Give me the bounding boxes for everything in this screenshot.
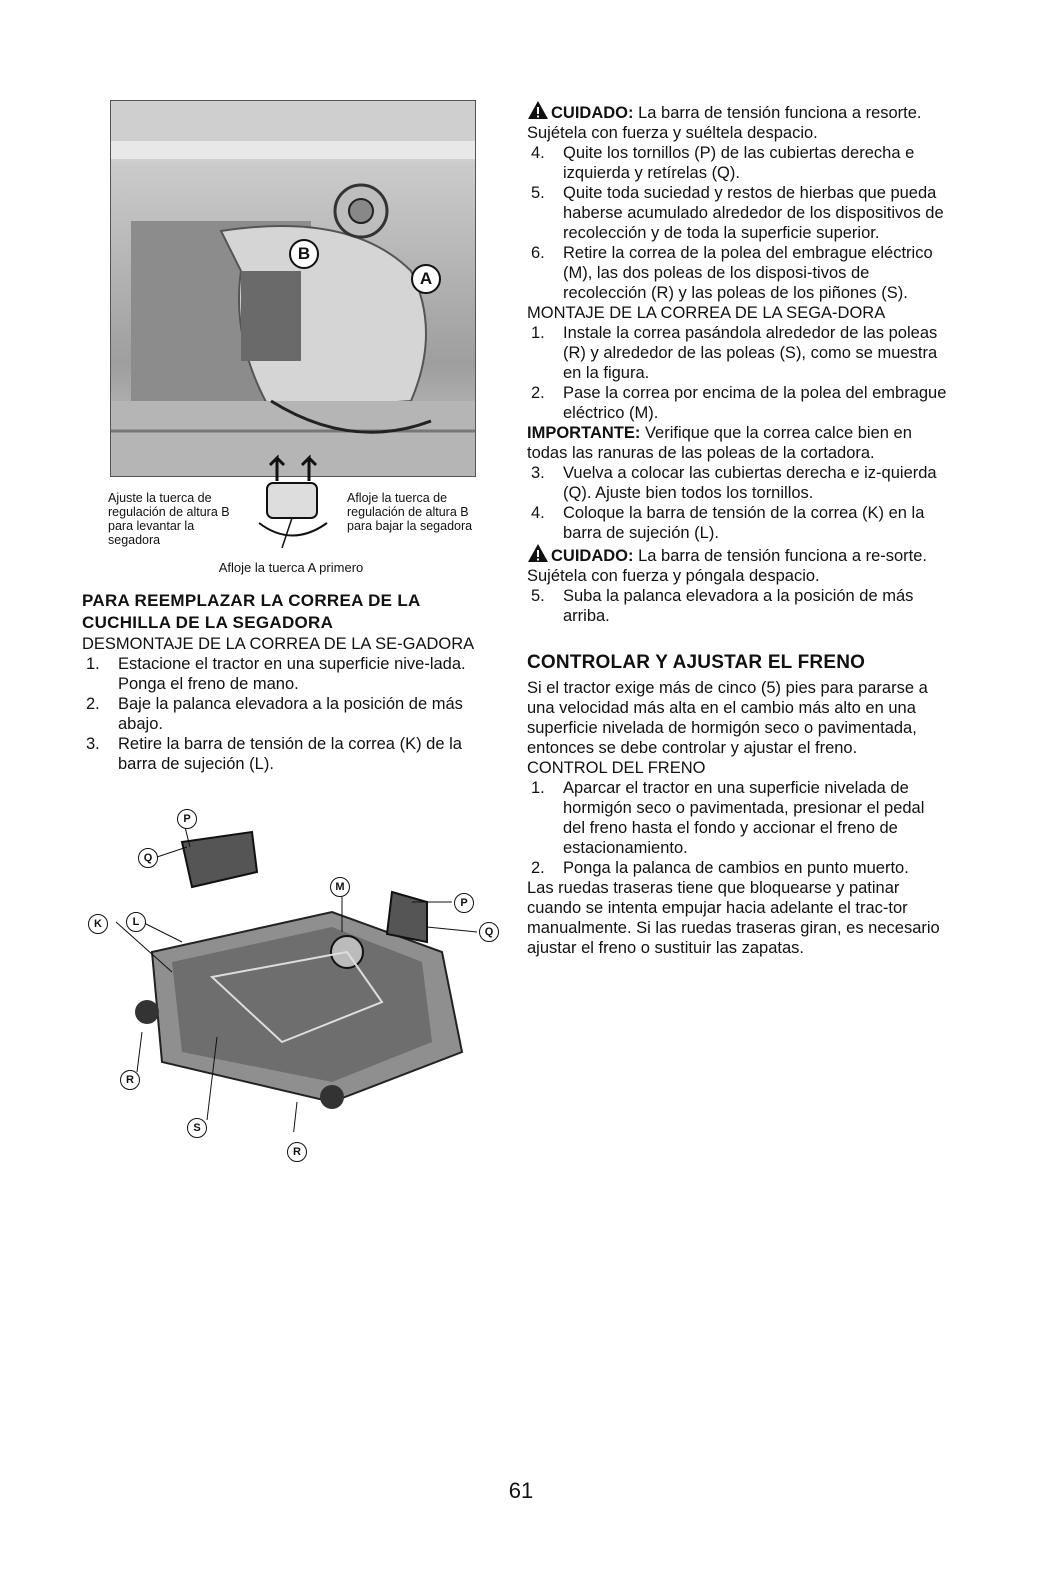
list-item: 3. Vuelva a colocar las cubiertas derecha e iz-quierda (Q). Ajuste bien todos los tornillos. <box>531 464 937 502</box>
section-heading-replace-belt: PARA REEMPLAZAR LA CORREA DE LA CUCHILLA DE LA SEGADORA <box>82 591 420 632</box>
warning-icon <box>527 543 549 563</box>
label-q-right: Q <box>479 922 499 942</box>
list-item: 2. Baje la palanca elevadora a la posición de más abajo. <box>86 695 463 733</box>
removal-steps-continued <box>527 143 947 303</box>
list-item: 4. Coloque la barra de tensión de la correa (K) en la barra de sujeción (L). <box>531 504 925 542</box>
nut-arrows-icon <box>237 453 347 548</box>
list-item: 6. Retire la correa de la polea del embrague eléctrico (M), las dos poleas de los disposi-tivos de recolección (R) y las poleas de los piñones (S). <box>531 244 933 302</box>
mower-deck-diagram <box>82 802 500 1158</box>
installation-steps <box>527 323 947 423</box>
list-item: 1. Aparcar el tractor en una superficie nivelada de hormigón seco o pavimentada, presionar el pedal del freno hasta el fondo y accionar el freno de estacionamiento. <box>531 779 925 857</box>
page-number: 61 <box>508 1478 534 1503</box>
label-p: P <box>177 809 197 829</box>
subheading-brake-control: CONTROL DEL FRENO <box>527 759 706 777</box>
brake-intro: Si el tractor exige más de cinco (5) pies para pararse a una velocidad más alta en el cambio más alto en una superficie nivelada de hormigón seco o pavimentada, entonces se debe controlar y ajustar el freno. <box>527 679 928 757</box>
label-q: Q <box>138 848 158 868</box>
label-l: L <box>126 912 146 932</box>
important-note: IMPORTANTE: Verifique que la correa calce bien en todas las ranuras de las poleas de la cortadora. <box>527 424 912 462</box>
list-item: 5. Quite toda suciedad y restos de hierbas que pueda haberse acumulado alrededor de los dispositivos de recolección y de toda la superficie superior. <box>531 184 944 242</box>
list-item: 2. Ponga la palanca de cambios en punto muerto. <box>531 859 909 877</box>
list-item: 3. Retire la barra de tensión de la correa (K) de la barra de sujeción (L). <box>86 735 462 773</box>
list-item: 2. Pase la correa por encima de la polea del embrague eléctrico (M). <box>531 384 947 422</box>
caption-loosen-a: Afloje la tuerca A primero <box>218 560 364 575</box>
left-column <box>82 100 500 1158</box>
removal-steps <box>82 654 500 774</box>
installation-steps-continued <box>527 463 947 543</box>
label-r-bottom: R <box>287 1142 307 1162</box>
list-item: 1. Instale la correa pasándola alrededor de las poleas (R) y alrededor de las poleas (S), como se muestra en la figura. <box>531 324 938 382</box>
section-heading-brake: CONTROLAR Y AJUSTAR EL FRENO <box>527 652 866 673</box>
caution-2: CUIDADO: La barra de tensión funciona a re-sorte. Sujétela con fuerza y póngala despacio. <box>527 543 947 586</box>
right-column <box>527 100 947 958</box>
installation-steps-final <box>527 586 947 626</box>
callout-b: B <box>289 239 319 269</box>
label-r: R <box>120 1070 140 1090</box>
label-k: K <box>88 914 108 934</box>
subheading-removal: DESMONTAJE DE LA CORREA DE LA SE-GADORA <box>82 635 475 653</box>
caption-lower: Afloje la tuerca de regulación de altura B para bajar la segadora <box>347 491 473 533</box>
height-adjust-photo <box>110 100 476 477</box>
list-item: 4. Quite los tornillos (P) de las cubiertas derecha e izquierda y retírelas (Q). <box>531 144 915 182</box>
callout-a: A <box>411 264 441 294</box>
warning-icon <box>527 100 549 120</box>
list-item: 1. Estacione el tractor en una superficie nive-lada. Ponga el freno de mano. <box>86 655 466 693</box>
caption-raise: Ajuste la tuerca de regulación de altura B para levantar la segadora <box>108 491 230 547</box>
list-item: 5. Suba la palanca elevadora a la posición de más arriba. <box>531 587 914 625</box>
label-m: M <box>330 877 350 897</box>
label-p-right: P <box>454 893 474 913</box>
figure1-caption <box>82 481 500 576</box>
caution-1: CUIDADO: La barra de tensión funciona a resorte. Sujétela con fuerza y suéltela despacio. <box>527 100 947 143</box>
brake-outro: Las ruedas traseras tiene que bloquearse y patinar cuando se intenta empujar hacia adelante el trac-tor manualmente. Si las ruedas traseras giran, es necesario ajustar el freno o sustituir las zapatas. <box>527 879 940 957</box>
label-s: S <box>187 1118 207 1138</box>
brake-steps <box>527 778 947 878</box>
subheading-installation: MONTAJE DE LA CORREA DE LA SEGA-DORA <box>527 304 886 322</box>
